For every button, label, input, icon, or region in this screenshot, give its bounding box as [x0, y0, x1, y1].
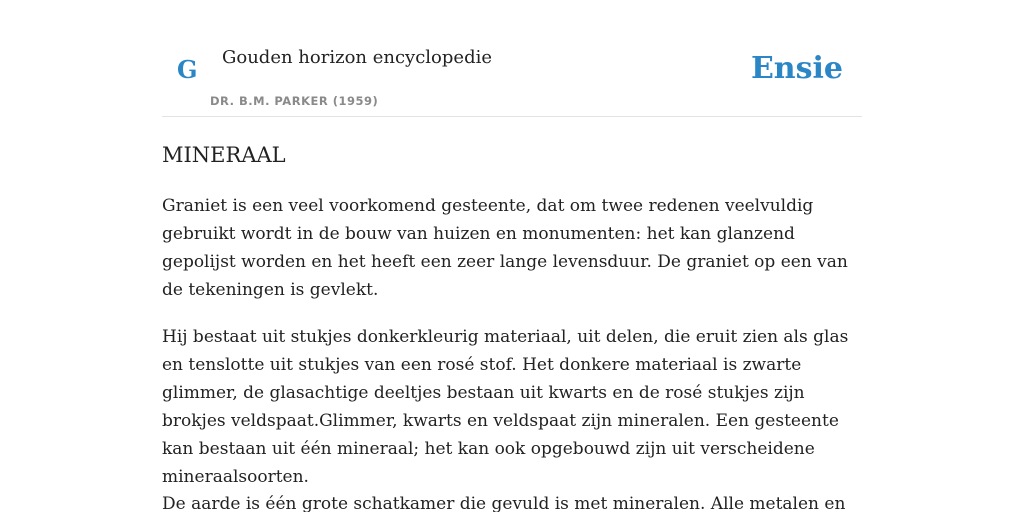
article-paragraph: De aarde is één grote schatkamer die gevuld is met mineralen. Alle metalen en: [162, 494, 846, 512]
page-header: [162, 0, 862, 117]
book-logo-icon[interactable]: G: [177, 55, 198, 84]
book-title-link[interactable]: Gouden horizon encyclopedie: [222, 47, 492, 68]
entry-title: MINERAAL: [162, 143, 286, 167]
article-paragraph: Hij bestaat uit stukjes donkerkleurig materiaal, uit delen, die eruit zien als glas en tenslotte uit stukjes van een rosé stof. Het donkere materiaal is zwarte glimmer, de glasachtige deeltjes bestaan uit kwarts en de rosé stukjes zijn brokjes veldspaat.Glimmer, kwarts en veldspaat zijn mineralen. Een gesteente kan bestaan uit één mineraal; het kan ook opgebouwd zijn uit verscheidene mineraalsoorten.: [162, 327, 849, 487]
article-paragraph: Graniet is een veel voorkomend gesteente, dat om twee redenen veelvuldig gebruikt wordt in de bouw van huizen en monumenten: het kan glanzend gepolijst worden en het heeft een zeer lange levensduur. De graniet op een van de tekeningen is gevlekt.: [162, 196, 848, 300]
ensie-brand-logo[interactable]: Ensie: [750, 51, 843, 86]
author-credit: DR. B.M. PARKER (1959): [210, 94, 379, 108]
page-container: [162, 0, 862, 512]
